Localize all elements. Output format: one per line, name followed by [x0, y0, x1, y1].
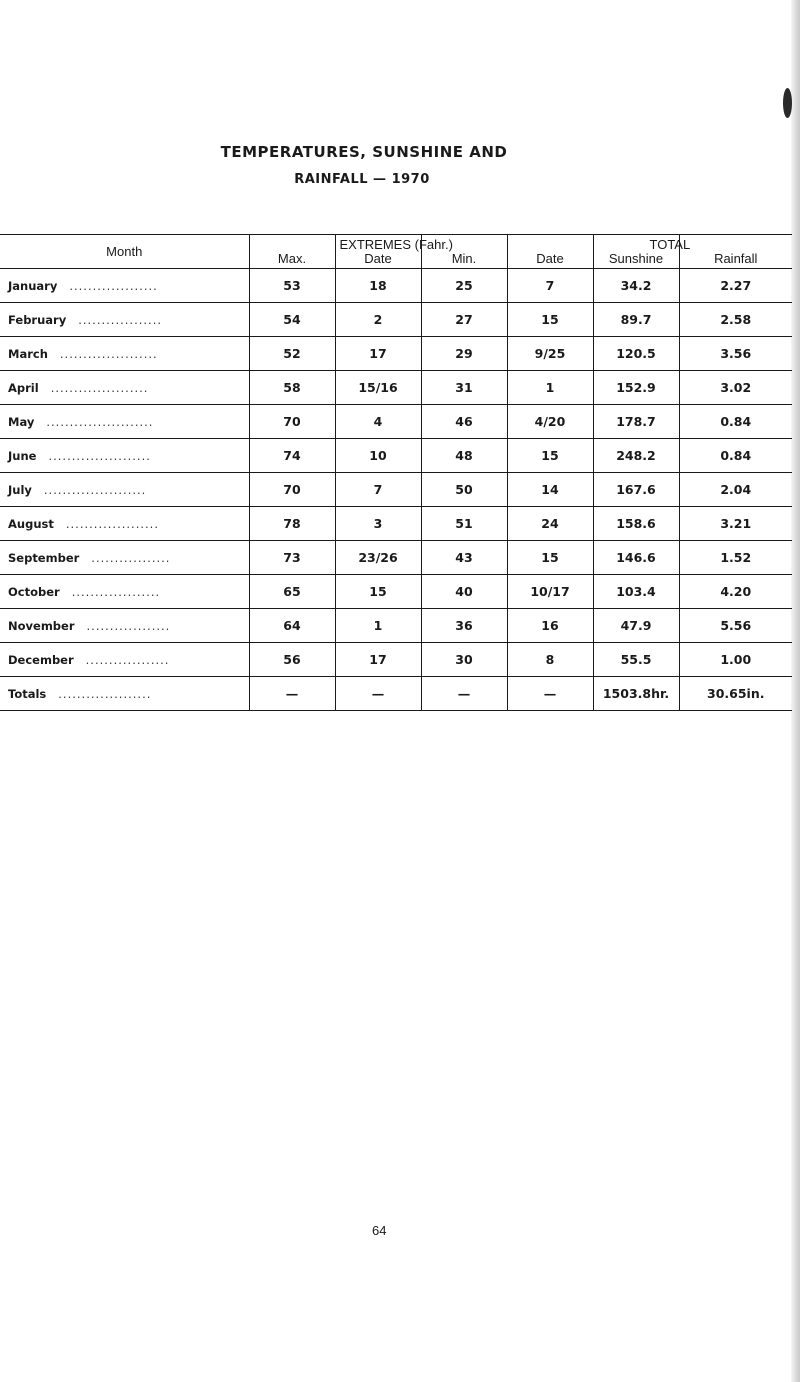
min-cell: 30 [421, 643, 507, 677]
header-total-group: TOTAL [649, 237, 691, 252]
rainfall-cell: 1.52 [679, 541, 792, 575]
min-date-cell: 9/25 [507, 337, 593, 371]
max-date-cell: 3 [335, 507, 421, 541]
min-date-cell: 14 [507, 473, 593, 507]
sunshine-cell: 248.2 [593, 439, 679, 473]
leader-dots: .................. [86, 618, 171, 633]
sunshine-cell: 1503.8hr. [593, 677, 679, 711]
leader-dots: ..................... [50, 380, 149, 395]
min-date-cell: 15 [507, 439, 593, 473]
rainfall-cell: 3.02 [679, 371, 792, 405]
max-cell: 64 [249, 609, 335, 643]
table-row [0, 303, 792, 337]
month-label: March [8, 346, 48, 361]
rainfall-cell: 1.00 [679, 643, 792, 677]
page-edge [791, 0, 800, 1382]
month-label: June [8, 448, 37, 463]
rainfall-cell: 4.20 [679, 575, 792, 609]
month-cell [0, 473, 249, 507]
month-cell [0, 439, 249, 473]
min-cell: 51 [421, 507, 507, 541]
leader-dots: ................. [91, 550, 171, 565]
sunshine-cell: 178.7 [593, 405, 679, 439]
min-date-cell: 4/20 [507, 405, 593, 439]
max-date-cell: 17 [335, 643, 421, 677]
max-date-cell: 1 [335, 609, 421, 643]
leader-dots: .................. [85, 652, 170, 667]
table-row [0, 405, 792, 439]
sunshine-cell: 89.7 [593, 303, 679, 337]
max-cell: 65 [249, 575, 335, 609]
month-label: August [8, 516, 54, 531]
table-row [0, 269, 792, 303]
header-max-label: Max. [277, 251, 307, 266]
month-cell [0, 643, 249, 677]
max-cell: 56 [249, 643, 335, 677]
sunshine-cell: 34.2 [593, 269, 679, 303]
max-cell: 70 [249, 405, 335, 439]
table-body [0, 269, 792, 711]
min-date-cell: 7 [507, 269, 593, 303]
sunshine-cell: 158.6 [593, 507, 679, 541]
max-date-cell: — [335, 677, 421, 711]
max-date-cell: 10 [335, 439, 421, 473]
table-row [0, 643, 792, 677]
table-row [0, 609, 792, 643]
month-cell [0, 575, 249, 609]
month-label: February [8, 312, 67, 327]
header-sunshine [593, 235, 691, 269]
month-label: September [8, 550, 80, 565]
max-date-cell: 17 [335, 337, 421, 371]
leader-dots: .................... [58, 686, 152, 701]
page-subtitle: RAINFALL — 1970 [294, 172, 430, 187]
max-cell: — [249, 677, 335, 711]
min-cell: — [421, 677, 507, 711]
table-row [0, 473, 792, 507]
leader-dots: ................... [69, 278, 158, 293]
table-row [0, 575, 792, 609]
rainfall-cell: 2.58 [679, 303, 792, 337]
binding-mark [783, 88, 792, 118]
table-row [0, 507, 792, 541]
month-cell [0, 609, 249, 643]
sunshine-cell: 103.4 [593, 575, 679, 609]
min-cell: 46 [421, 405, 507, 439]
month-label: November [8, 618, 75, 633]
header-sunshine-label: Sunshine [608, 251, 664, 266]
max-date-cell: 15/16 [335, 371, 421, 405]
leader-dots: ..................... [59, 346, 158, 361]
header-min-date [507, 235, 593, 269]
max-date-cell: 7 [335, 473, 421, 507]
sunshine-cell: 167.6 [593, 473, 679, 507]
header-max [249, 235, 335, 269]
leader-dots: ...................... [43, 482, 147, 497]
min-cell: 27 [421, 303, 507, 337]
rainfall-cell: 30.65in. [679, 677, 792, 711]
min-date-cell: 8 [507, 643, 593, 677]
month-cell [0, 303, 249, 337]
min-date-cell: 24 [507, 507, 593, 541]
min-cell: 25 [421, 269, 507, 303]
rainfall-cell: 0.84 [679, 405, 792, 439]
month-label: May [8, 414, 35, 429]
max-cell: 52 [249, 337, 335, 371]
header-rainfall [679, 235, 792, 269]
weather-table [0, 234, 792, 711]
min-date-cell: — [507, 677, 593, 711]
table-header-row [0, 235, 792, 269]
table-row [0, 541, 792, 575]
min-cell: 31 [421, 371, 507, 405]
min-date-cell: 1 [507, 371, 593, 405]
sunshine-cell: 55.5 [593, 643, 679, 677]
rainfall-cell: 2.27 [679, 269, 792, 303]
min-cell: 36 [421, 609, 507, 643]
header-min-date-label: Date [536, 251, 564, 266]
rainfall-cell: 3.56 [679, 337, 792, 371]
month-label: December [8, 652, 74, 667]
max-cell: 78 [249, 507, 335, 541]
header-max-date [335, 235, 453, 269]
max-date-cell: 2 [335, 303, 421, 337]
min-cell: 43 [421, 541, 507, 575]
leader-dots: ....................... [46, 414, 154, 429]
max-cell: 70 [249, 473, 335, 507]
max-cell: 53 [249, 269, 335, 303]
max-date-cell: 4 [335, 405, 421, 439]
max-cell: 54 [249, 303, 335, 337]
month-cell [0, 677, 249, 711]
max-date-cell: 23/26 [335, 541, 421, 575]
leader-dots: ...................... [48, 448, 151, 463]
rainfall-cell: 3.21 [679, 507, 792, 541]
table-row [0, 337, 792, 371]
max-cell: 73 [249, 541, 335, 575]
page-number: 64 [372, 1223, 387, 1238]
leader-dots: ................... [71, 584, 161, 599]
month-label: October [8, 584, 60, 599]
header-month [0, 235, 249, 269]
table-row [0, 371, 792, 405]
leader-dots: .................... [65, 516, 159, 531]
min-cell: 40 [421, 575, 507, 609]
header-min [421, 235, 507, 269]
table-row [0, 677, 792, 711]
min-cell: 29 [421, 337, 507, 371]
month-cell [0, 507, 249, 541]
header-month-label: Month [106, 244, 143, 259]
month-label: July [8, 482, 32, 497]
rainfall-cell: 0.84 [679, 439, 792, 473]
max-cell: 58 [249, 371, 335, 405]
month-label: April [8, 380, 39, 395]
month-cell [0, 405, 249, 439]
sunshine-cell: 47.9 [593, 609, 679, 643]
header-max-date-label: Date [364, 251, 392, 266]
rainfall-cell: 5.56 [679, 609, 792, 643]
month-cell [0, 541, 249, 575]
min-cell: 48 [421, 439, 507, 473]
month-cell [0, 337, 249, 371]
month-cell [0, 371, 249, 405]
header-rainfall-label: Rainfall [714, 251, 758, 266]
month-label: January [8, 278, 58, 293]
rainfall-cell: 2.04 [679, 473, 792, 507]
table-row [0, 439, 792, 473]
max-cell: 74 [249, 439, 335, 473]
page-title: TEMPERATURES, SUNSHINE AND [220, 143, 508, 161]
min-date-cell: 15 [507, 303, 593, 337]
min-cell: 50 [421, 473, 507, 507]
max-date-cell: 18 [335, 269, 421, 303]
max-date-cell: 15 [335, 575, 421, 609]
leader-dots: .................. [78, 312, 163, 327]
sunshine-cell: 146.6 [593, 541, 679, 575]
month-cell [0, 269, 249, 303]
month-label: Totals [8, 686, 47, 701]
min-date-cell: 16 [507, 609, 593, 643]
min-date-cell: 10/17 [507, 575, 593, 609]
header-min-label: Min. [451, 251, 477, 266]
header-extremes-group: EXTREMES (Fahr.) [339, 237, 453, 252]
sunshine-cell: 120.5 [593, 337, 679, 371]
sunshine-cell: 152.9 [593, 371, 679, 405]
min-date-cell: 15 [507, 541, 593, 575]
